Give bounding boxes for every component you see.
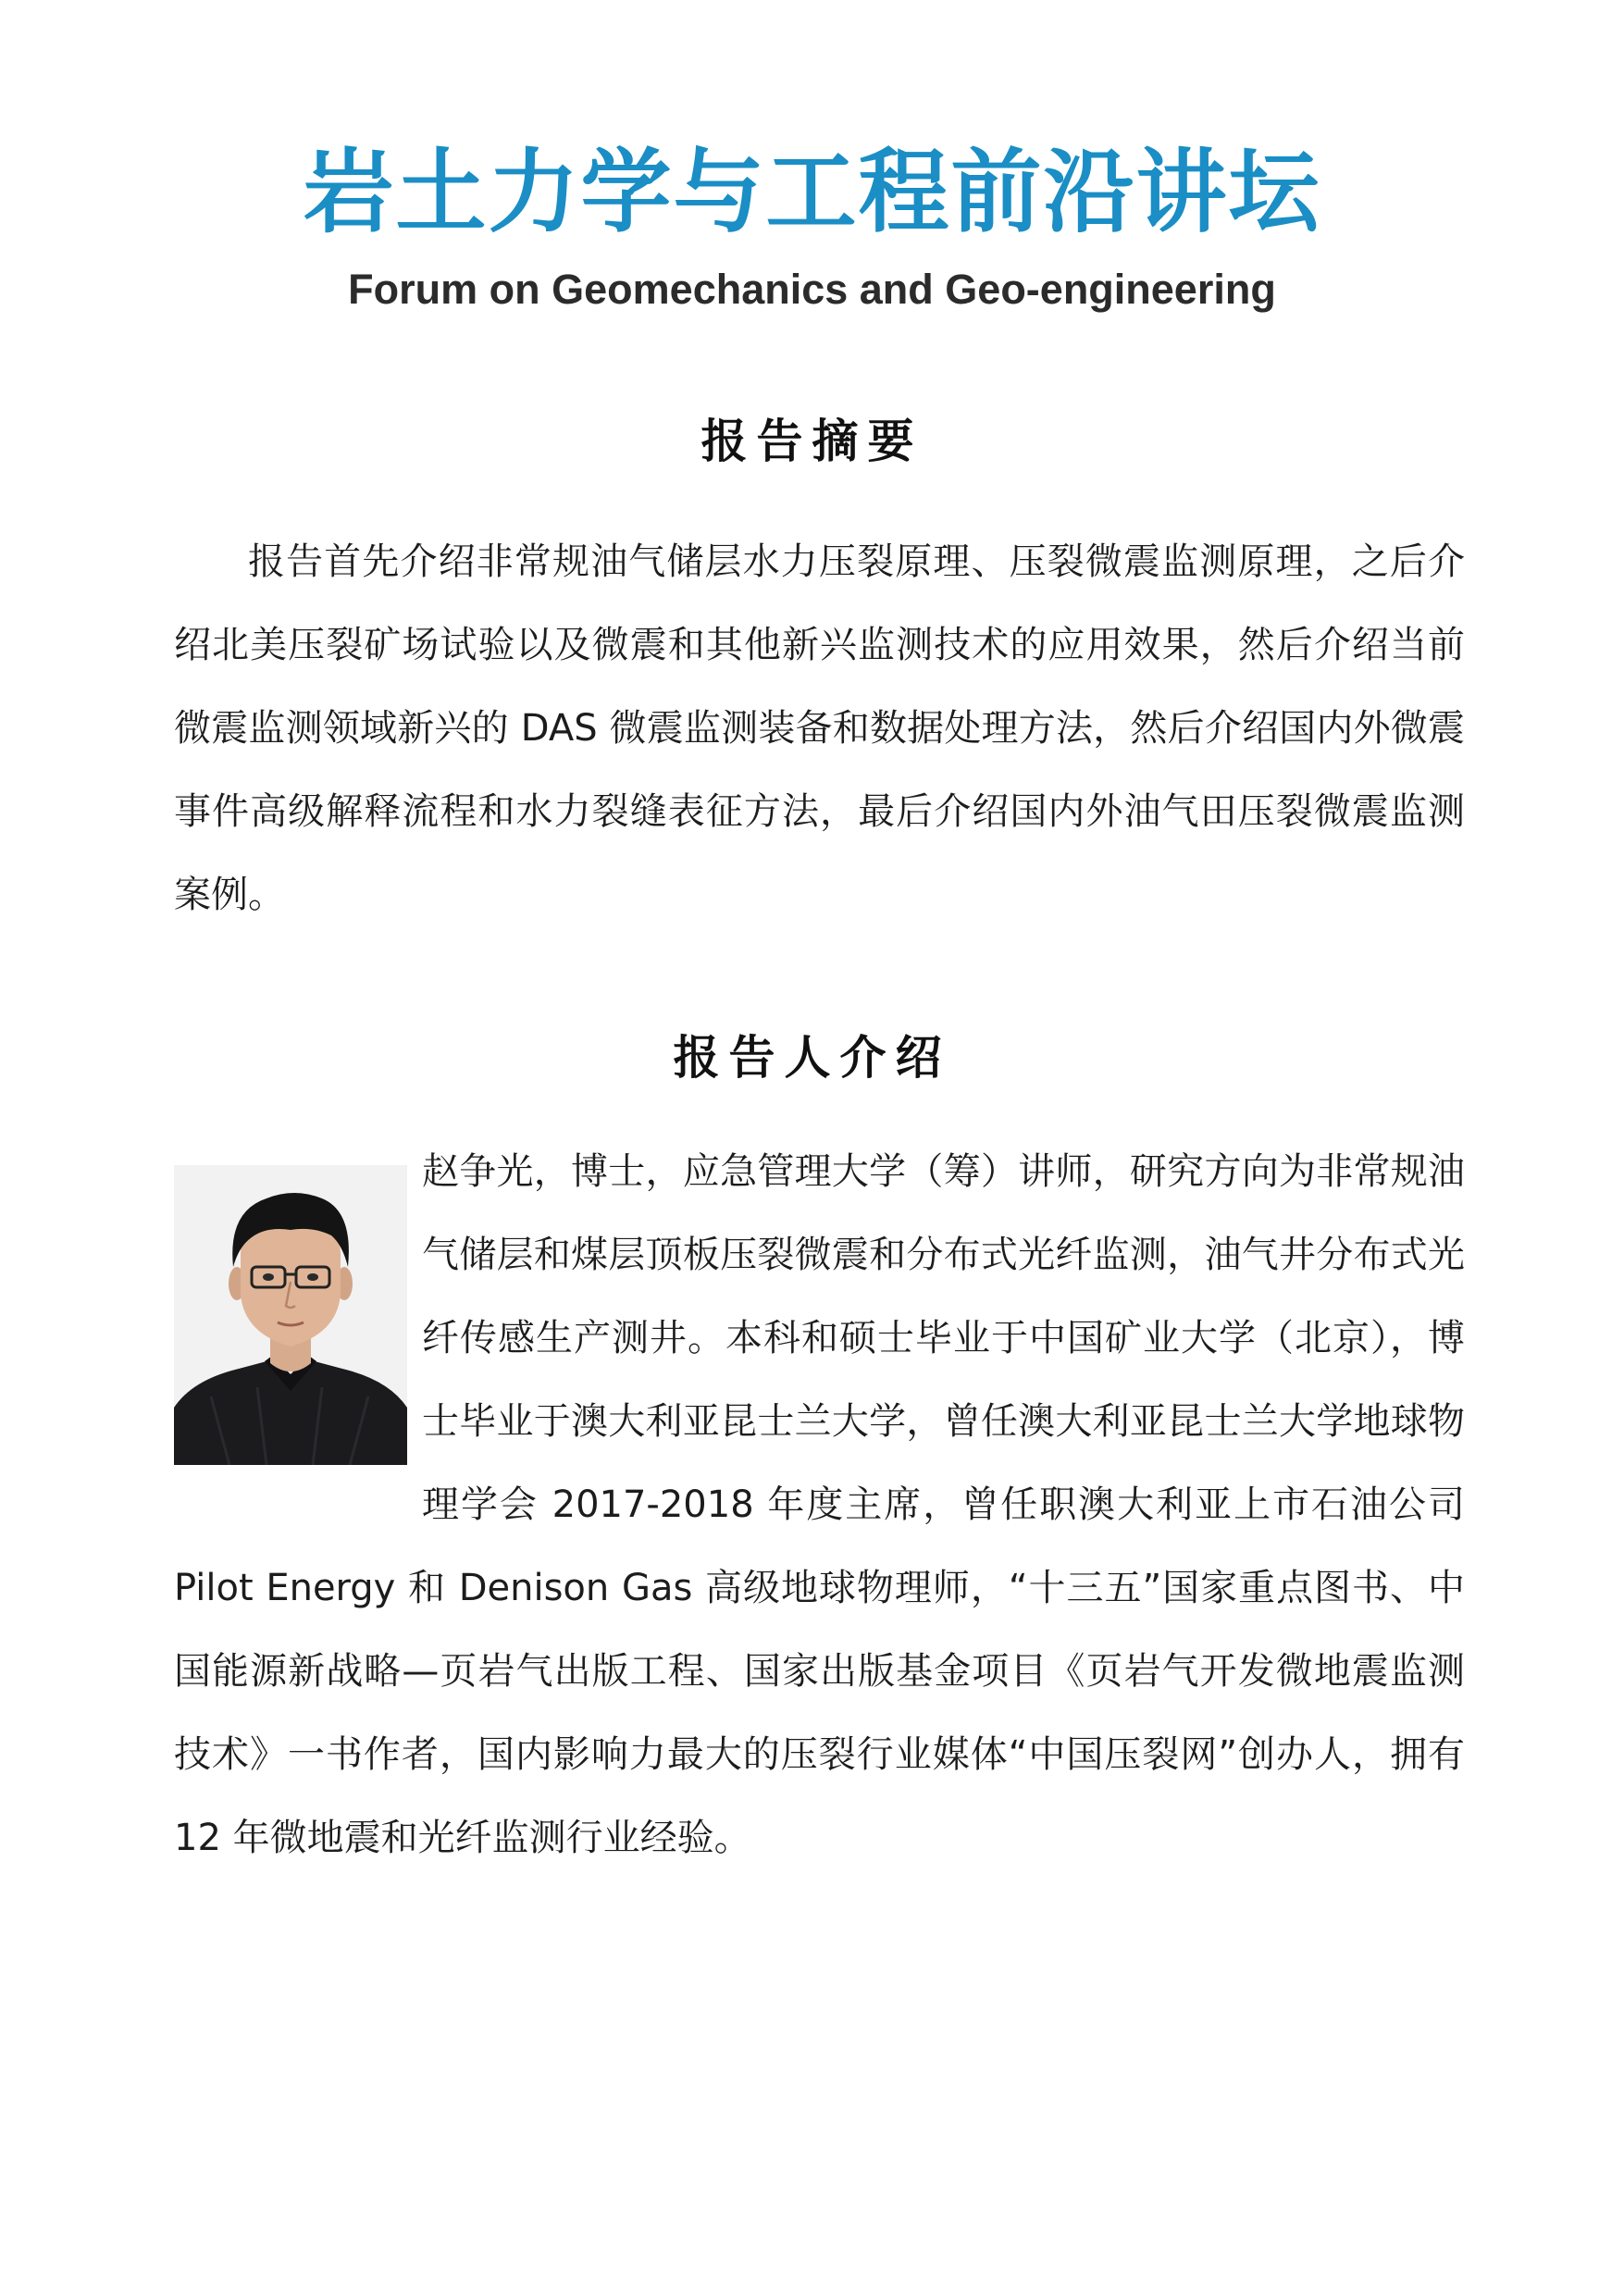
portrait-photo-icon: [174, 1165, 407, 1465]
page-title-english: Forum on Geomechanics and Geo-engineering: [348, 266, 1276, 313]
speaker-bio-block: [174, 1130, 1465, 1880]
abstract-heading: 报告摘要: [700, 415, 924, 468]
portrait-photo-graphic: [174, 1165, 407, 1465]
page-title-chinese: 岩土力学与工程前沿讲坛: [303, 140, 1321, 245]
speaker-bio-text: 赵争光，博士，应急管理大学（筹）讲师，研究方向为非常规油气储层和煤层顶板压裂微震和分布式光纤监测，油气井分布式光纤传感生产测井。本科和硕士毕业于中国矿业大学（北京），博士毕业于澳大利亚昆士兰大学，曾任澳大利亚昆士兰大学地球物理学会 2017-2018 年度主席，曾任职澳大利亚上市石油公司 Pilot Energy 和 Denison Gas 高级地球物理师，“十三五”国家重点图书、中国能源新战略—页岩气出版工程、国家出版基金项目《页岩气开发微地震监测技术》一书作者，国内影响力最大的压裂行业媒体“中国压裂网”创办人，拥有 12 年微地震和光纤监测行业经验。: [174, 1150, 1465, 1859]
abstract-text: 报告首先介绍非常规油气储层水力压裂原理、压裂微震监测原理，之后介绍北美压裂矿场试验以及微震和其他新兴监测技术的应用效果，然后介绍当前微震监测领域新兴的 DAS 微震监测装备和数据处理方法，然后介绍国内外微震事件高级解释流程和水力裂缝表征方法，最后介绍国内外油气田压裂微震监测案例。: [174, 540, 1465, 916]
speaker-heading: 报告人介绍: [673, 1031, 951, 1085]
